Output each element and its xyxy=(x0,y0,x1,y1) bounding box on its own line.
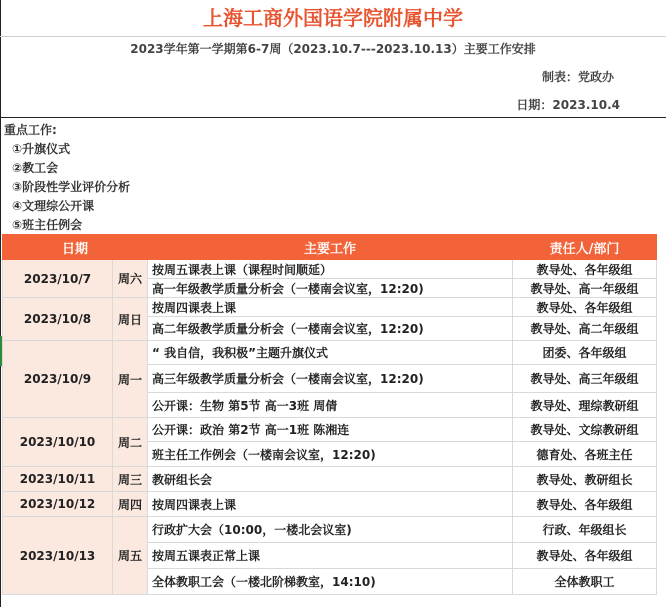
school-title: 上海工商外国语学院附属中学 xyxy=(0,0,666,37)
weekday-cell: 周三 xyxy=(113,467,148,492)
task-cell: 全体教职工会（一楼北阶梯教室，14:10) xyxy=(148,569,513,595)
task-cell: 按周五课表正常上课 xyxy=(148,543,513,569)
date-cell: 2023/10/13 xyxy=(3,517,113,595)
task-cell: 高一年级教学质量分析会（一楼南会议室，12:20) xyxy=(148,279,513,298)
key-work-item: ④文理综公开课 xyxy=(12,199,95,213)
weekday-cell: 周六 xyxy=(113,260,148,298)
dept-cell: 教导处、各年级组 xyxy=(513,260,657,279)
key-work-item: ②教工会 xyxy=(12,161,59,175)
table-row xyxy=(3,298,657,317)
date-cell: 2023/10/10 xyxy=(3,418,113,467)
date-cell: 2023/10/7 xyxy=(3,260,113,298)
key-work-item: ③阶段性学业评价分析 xyxy=(12,180,131,194)
weekday-cell: 周一 xyxy=(113,341,148,418)
task-cell: 按周五课表上课（课程时间顺延） xyxy=(148,260,513,279)
key-work-item: ⑤班主任例会 xyxy=(12,218,83,232)
table-row xyxy=(3,260,657,279)
dept-cell: 德育处、各班主任 xyxy=(513,442,657,467)
table-row xyxy=(3,492,657,517)
task-cell: 按周四课表上课 xyxy=(148,298,513,317)
schedule-subtitle: 2023学年第一学期第6-7周（2023.10.7---2023.10.13）主要工作安排 xyxy=(130,42,536,56)
dept-cell: 教导处、教研组长 xyxy=(513,467,657,492)
date-cell: 2023/10/12 xyxy=(3,492,113,517)
table-row xyxy=(3,341,657,365)
maker-label: 制表：党政办 xyxy=(541,70,614,84)
table-header-row xyxy=(3,235,657,260)
task-cell: “ 我自信，我积极”主题升旗仪式 xyxy=(148,341,513,365)
task-cell: 公开课：生物 第5节 高一3班 周倩 xyxy=(148,393,513,418)
dept-cell: 教导处、高三年级组 xyxy=(513,365,657,393)
dept-cell: 教导处、文综教研组 xyxy=(513,418,657,442)
col-header-dept: 责任人/部门 xyxy=(513,235,657,260)
dept-cell: 教导处、各年级组 xyxy=(513,492,657,517)
date-cell: 2023/10/9 xyxy=(3,341,113,418)
dept-cell: 全体教职工 xyxy=(513,569,657,595)
table-row xyxy=(3,467,657,492)
dept-cell: 教导处、各年级组 xyxy=(513,543,657,569)
task-cell: 行政扩大会（10:00，一楼北会议室) xyxy=(148,517,513,543)
weekday-cell: 周二 xyxy=(113,418,148,467)
key-work-label: 重点工作: xyxy=(4,123,57,137)
col-header-task: 主要工作 xyxy=(148,235,513,260)
header-divider xyxy=(0,117,666,118)
weekday-cell: 周四 xyxy=(113,492,148,517)
weekday-cell: 周日 xyxy=(113,298,148,341)
dept-cell: 行政、年级组长 xyxy=(513,517,657,543)
task-cell: 高二年级教学质量分析会（一楼南会议室，12:20) xyxy=(148,317,513,341)
task-cell: 班主任工作例会（一楼南会议室，12:20) xyxy=(148,442,513,467)
schedule-table xyxy=(2,234,657,595)
task-cell: 公开课：政治 第2节 高一1班 陈湘连 xyxy=(148,418,513,442)
key-work-section xyxy=(4,121,130,235)
dept-cell: 团委、各年级组 xyxy=(513,341,657,365)
task-cell: 高三年级教学质量分析会（一楼南会议室，12:20) xyxy=(148,365,513,393)
key-work-item: ①升旗仪式 xyxy=(12,142,71,156)
date-cell: 2023/10/11 xyxy=(3,467,113,492)
date-cell: 2023/10/8 xyxy=(3,298,113,341)
weekday-cell: 周五 xyxy=(113,517,148,595)
dept-cell: 教导处、理综教研组 xyxy=(513,393,657,418)
task-cell: 教研组长会 xyxy=(148,467,513,492)
dept-cell: 教导处、高二年级组 xyxy=(513,317,657,341)
col-header-date: 日期 xyxy=(3,235,148,260)
dept-cell: 教导处、各年级组 xyxy=(513,298,657,317)
table-row xyxy=(3,517,657,543)
issue-date: 日期：2023.10.4 xyxy=(516,98,620,112)
task-cell: 按周四课表上课 xyxy=(148,492,513,517)
dept-cell: 教导处、高一年级组 xyxy=(513,279,657,298)
table-row xyxy=(3,418,657,442)
sheet-left-border xyxy=(0,0,1,607)
